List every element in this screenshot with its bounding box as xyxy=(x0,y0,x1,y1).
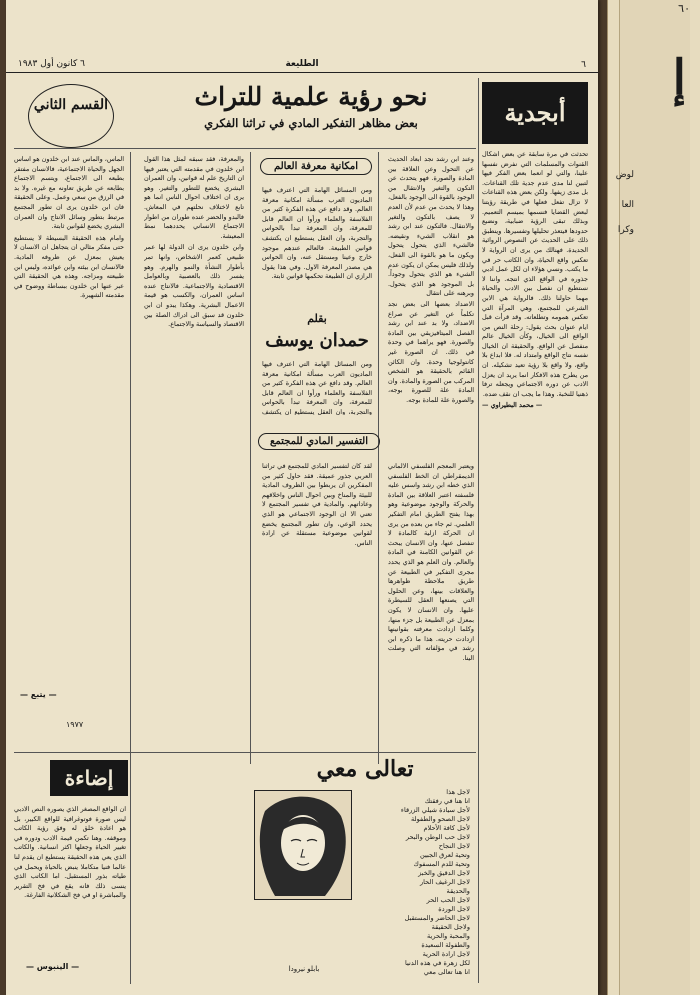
abjadiya-box xyxy=(482,82,588,144)
section-heading-world: امكانية معرفة العالم xyxy=(260,158,372,175)
poem-signature: بابلو نيرودا xyxy=(288,965,320,973)
article-year: ١٩٧٧ xyxy=(66,720,84,729)
bottom-section-rule xyxy=(14,752,476,753)
column-rule xyxy=(130,756,131,984)
poem-line: لأجل كافة الأحلام xyxy=(423,824,470,832)
poem-line: لاجل الحب الحر xyxy=(426,896,470,904)
back-page-fragment: وكرا xyxy=(617,225,634,235)
poem-illustration xyxy=(254,790,352,900)
back-page-fragment: لوض xyxy=(615,170,634,180)
poem-line: وتحية للدم المسفوك xyxy=(413,860,470,868)
back-page-fragment: العا xyxy=(621,200,634,210)
newspaper-page xyxy=(6,0,598,995)
poem-line: ولاجل الحقيقة xyxy=(431,923,470,931)
author-name: حمدان يوسف xyxy=(265,330,369,351)
publication-name: الطليعة xyxy=(285,59,319,69)
section-heading-society: التفسير المادي للمجتمع xyxy=(258,433,380,450)
article-column-2-top: ومن المسائل الهامة التي اعترف فيها الماديون العرب مسألة امكانية معرفة العالم. وقد دافع عن هذه الفكرة كثير من الفلاسفة والعلماء ورأوا ان العالم قابل للمعرفة، وان المعرفة تبدأ بالحواس والتجربة، وان العقل يستطيع ان يكتشف قوانين الطبيعة. فالعالم عندهم موجود خارج وعينا ومستقل عنه، وان الحواس هي مصدر المعرفة الاول. وفي هذا يقول الرازي ان الطبيعة تحكمها قوانين ثابتة. xyxy=(262,186,372,281)
column-rule xyxy=(478,78,479,983)
issue-date: ٦ كانون أول ١٩٨٣ xyxy=(18,59,85,69)
poem-line: لاجل ارادة الحرية xyxy=(422,950,470,958)
article-column-2-extra: ومن المسائل الهامة التي اعترف فيها الماديون العرب مسألة امكانية معرفة العالم. وقد دافع عن هذه الفكرة كثير من الفلاسفة والعلماء ورأوا ان العالم قابل للمعرفة، وان المعرفة تبدأ بالحواس والتجربة، وان العقل يستطيع ان يكتشف xyxy=(262,360,372,415)
article-column-1-top: وعند ابن رشد نجد ابعاد الحديث عن التحول وعن العلاقة بين المادة والصورة. فهو يتحدث عن التكون والتغير والانتقال من الوجود بالقوة الى الوجود بالفعل، وهذا لا يحدث من عدم لأن العدم لا يصف بالتكون والتغير والانتقال. فالتكون عند ابن رشد هو انقلاب الشيء ونقيضه. فالشيء الذي يتحول يتحول ويكون ما هو بالقوة الى الفعل، ولذلك فليس يمكن ان يكون عدم الشيء هو الذي يتحول وجوداً. بل الموجود هو الذي يتحول. وبرهنه على انتقال xyxy=(388,155,474,298)
woman-portrait-icon xyxy=(255,791,351,899)
poem-lines xyxy=(370,788,470,978)
poem-line: والحديقة xyxy=(446,887,470,895)
article-column-3: والمعرفة، فقد سبقه لمثل هذا القول ابن خلدون في مقدمته التي يعتبر فيها ان التاريخ علم له قوانين، وان العمران البشري يخضع للتطور والتغير. وهو يرى ان اختلاف احوال الناس انما هو تابع لاختلاف نحلتهم في المعاش. فالبدو والحضر عنده طوران من اطوار الاجتماع الانساني يحددهما نمط المعيشة. وابن خلدون يرى ان الدولة لها عمر طبيعي كعمر الاشخاص، وانها تمر بأطوار النشأة والنمو والهرم. وهو يفسر ذلك بالعصبية وبالعوامل الاقتصادية والاجتماعية. فالانتاج عنده اساس العمران، والكسب هو قيمة الاعمال البشرية. وهكذا يبدو ان ابن خلدون قد سبق الى ادراك الصلة بين الاقتصاد والسياسة والاجتماع. xyxy=(144,155,244,329)
poem-line: لاجل الرغيف الحار xyxy=(419,878,470,886)
article-subtitle: بعض مظاهر التفكير المادي في تراثنا الفكري xyxy=(204,116,418,130)
article-column-1-bottom: ويعتبر المعجم الفلسفي الالماني الديمقراطي ان الخط الفلسفي الذي خطه ابن رشد واسس عليه فلسفته اعتبر العلاقة بين المادة والحركة والوجود موضوعية وهو بهذا يفتح الطريق امام التفكير العلمي. ثم جاء من بعده من يرى ان الحركة ازلية كالمادة لا تنفصل عنها، وان الانسان يبحث عن القوانين الكامنة في المادة والعالم. وان العلم هو الذي يحدد مجرى التفكير في الطبيعة عن طريق ملاحظة ظواهرها والعلاقات بينها، وعن الحلول التي يصنعها العقل للسيطرة عليها. وان الانسان لا يكون بمعزل عن الطبيعة بل جزء منها، وكلما ازدادت معرفته بقوانينها ازدادت حريته. هذا ما ذكره ابن رشد في مؤلفاته التي وصلت الينا. xyxy=(388,462,474,662)
poem-line: لكل زهرة في هذه الدنيا xyxy=(405,959,470,967)
back-page-inner xyxy=(619,0,690,995)
poem-title: تعالى معي xyxy=(316,756,414,782)
idaa-title: إضاءة xyxy=(50,760,128,796)
article-title: نحو رؤية علمية للتراث xyxy=(194,82,428,111)
poem-line: والمحبة والحرية xyxy=(426,932,470,940)
back-page-big-letter: إ xyxy=(672,50,686,106)
abjadiya-signature: — محمد البطيراوي — xyxy=(482,401,543,410)
poem-line: وتحية لعرق الجبين xyxy=(419,851,470,859)
poem-line: لاجل هذا xyxy=(446,788,470,796)
continuation-note: — يتبع — xyxy=(20,690,57,699)
part-label: القسم الثاني xyxy=(28,84,114,148)
byline-label: بقلم xyxy=(307,312,327,325)
poem-line: والطفولة السعيدة xyxy=(421,941,470,949)
column-rule xyxy=(130,152,131,764)
abjadiya-text: تحدثت في مرة سابقة عن بعض اشكال القنوات والمسلمات التي نفرض نفسها علينا، والتي لو انعما بعض الفكر فيها لتبين لنا مدى عدم جدية تلك القناعات. بل مدى زيفها. ولكن بعض هذه القناعات لا تزال تفعل فعلها في طريقة رؤيتنا لبعض القضايا فنسمها بميسم التعميم. وبذلك تبقى الرؤية ضبابية، ونضيع حدودها فيتعذر تحليلها وتفسيرها. وينطبق ذلك على الحديث عن النصوص الروائية الجديدة. فهنالك من يرى ان الرواية لا تعكس واقع الحياة، وان الكاتب حر في ما يكتب. ونسي هؤلاء ان لكل عمل ادبي جذوره في الواقع الذي انتجه. واننا لا نستطيع ان نفصل بين الادب والحياة مهما حاولنا ذلك. فالرواية هي الابن الشرعي للمجتمع، وهي المرآة التي تعكس همومه وتطلعاته. وقد قرأت قبل ايام عنوان بحث يقول: رحلة النص من الواقع الى الخيال، وكأن الخيال عالم منفصل عن الواقع. والحقيقة ان الخيال نفسه نتاج الواقع وامتداد له. فلا ابداع بلا واقع، ولا واقع بلا رؤية تعيد تشكيله. ان من يطرح هذه الافكار انما يريد ان يعزل الادب عن دوره الاجتماعي ويجعله ترفا ذهنيا للنخبة. وهذا ما يجب ان نقف ضده. xyxy=(482,150,588,398)
abjadiya-column xyxy=(482,150,588,945)
poem-line: انا هنا تعالى معي xyxy=(423,968,470,976)
article-column-2-bottom: لقد كان لتفسير المادي للمجتمع في تراثنا العربي جذور عميقة. فقد حاول كثير من المفكرين ان يربطوا بين الظروف المادية للبيئة والمناخ وبين احوال الناس واخلاقهم وعاداتهم. والمادية في تفسير المجتمع لا تعني الا ان الوجود الاجتماعي هو الذي يحدد الوعي، وان تطور المجتمع يخضع لقوانين موضوعية مستقلة عن ارادة الناس. xyxy=(262,462,372,547)
header-rule xyxy=(6,72,598,73)
poem-line: لاجل النجاح xyxy=(438,842,470,850)
article-column-4: الماس، والماس عند ابن خلدون هو اساس الجهل والحياة الاجتماعية، فالانسان مفتقر بطبعه الى الاجتماع، ويتسم الاجتماع بطابعه عن طريق تعاونه مع غيره. ولا بد في الرزق من سعي وعمل. وعلى الحقيقة فان ابن خلدون يرى ان تطور المجتمع مرتبط بتطور وسائل الانتاج وان العمران البشري يخضع لقوانين ثابتة. وامام هذه الحقيقة البسيطة لا يستطيع حتى مفكر مثالي ان يتجاهل ان الانسان لا يعيش بمعزل عن ظروفه المادية. فالانسان ابن بيئته وابن عوائده، وليس ابن طبيعته ومزاجه. وهذه هي الحقيقة التي عبر عنها ابن خلدون ببساطة ووضوح في مقدمته الشهيرة. xyxy=(14,155,124,300)
poem-line: لاجل الدقيق والخبز xyxy=(418,869,470,877)
poem-line: لاجل حب الوطن والبحر xyxy=(405,833,470,841)
poem-line: انا هنا في رفقتك xyxy=(424,797,470,805)
page-number: ٦ xyxy=(581,60,586,70)
poem-line: لاجل الحاضر والمستقبل xyxy=(404,914,470,922)
idaa-column: ان الواقع المصغر الذي يصوره النص الادبي ليس صورة فوتوغرافية للواقع الكبير، بل هو اعادة خلق له وفق رؤية الكاتب وموقفه. وهنا تكمن قيمة الادب ودوره في تغيير الحياة وجعلها اكثر انسانية. والكاتب الذي يعي هذه الحقيقة يستطيع ان يقدم لنا عالما فنيا متكاملا ينبض بالحياة ويحمل في طياته بذور المستقبل. اما الكاتب الذي ينسى ذلك فانه يقع في فخ التقرير والمباشرة او في فخ الشكلانية الفارغة. xyxy=(14,805,126,900)
poem-line: لاجل الصحو والطفولة xyxy=(411,815,470,823)
poem-line: لاجل الوردة xyxy=(438,905,470,913)
title-rule xyxy=(14,148,476,149)
article-column-1-mid: الاضداد بعضها الى بعض نجد تكلماً عن التغير عن صراع الاضداد، ولا بد عند ابن رشد الفصل الميتافيزيقي بين المادة والصورة. فهو يراهما في وحدة في ذلك. ان الصورة غير كانتولوجيا وحدة. وان الكائن القائم بالحقيقة هو الشخص المركب من الصورة والمادة. وان المادة علة للصورة بوجه، والصورة علة للمادة بوجه. xyxy=(388,300,474,404)
abjadiya-title: أبجدية xyxy=(504,98,566,127)
column-rule xyxy=(250,152,251,764)
poem-line: لأجل سيادة شيلي الزرقاء xyxy=(400,806,470,814)
back-page-number: ٦٠ xyxy=(678,2,690,15)
column-rule xyxy=(378,152,379,764)
idaa-signature: — الينبوس — xyxy=(26,962,80,971)
